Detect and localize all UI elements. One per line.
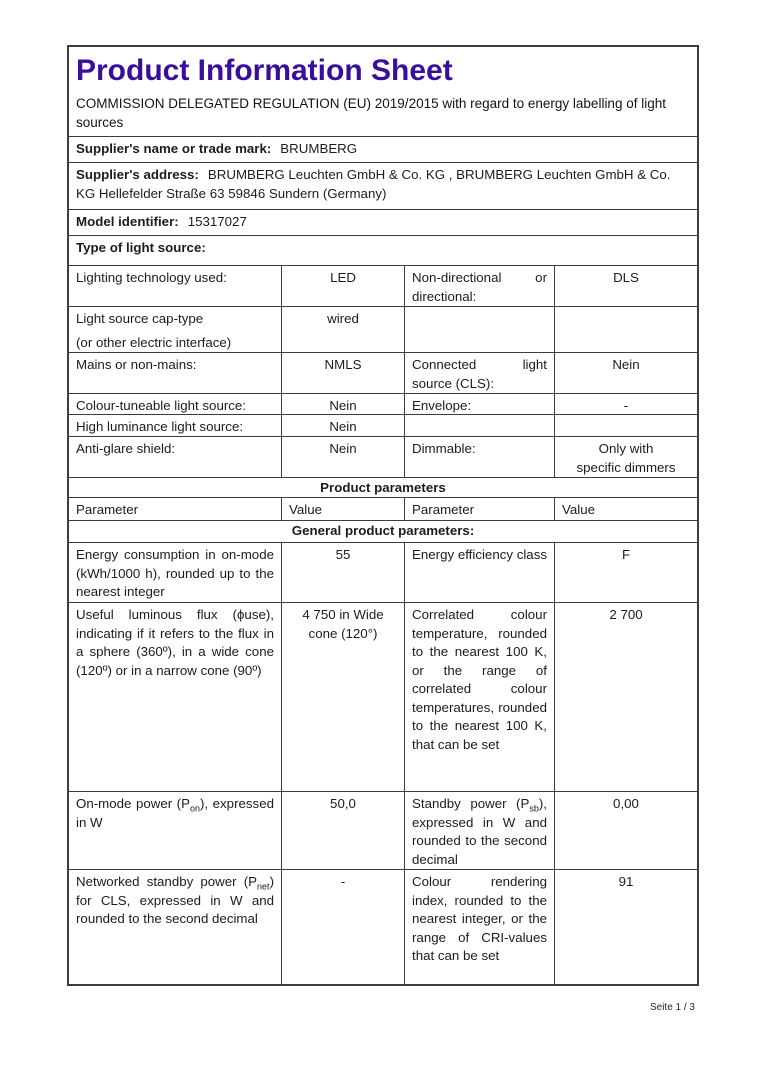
- empty-cell: [554, 415, 697, 436]
- column-header-parameter-1: Parameter: [76, 502, 139, 517]
- empty-cell: [404, 415, 554, 436]
- empty-cell: [554, 307, 697, 352]
- efficiency-class-value: F: [554, 543, 697, 602]
- supplier-address-value: BRUMBERG Leuchten GmbH & Co. KG , BRUMBERG Leuchten GmbH & Co. KG Hellefelder Straße 63 59846 Sundern (Germany): [76, 167, 671, 201]
- page-title: Product Information Sheet: [76, 54, 453, 87]
- column-header-value-2: Value: [554, 498, 697, 520]
- regulation-subtitle: COMMISSION DELEGATED REGULATION (EU) 2019/2015 with regard to energy labelling of light sources: [76, 96, 666, 130]
- cls-label: Connected light source (CLS):: [404, 353, 554, 393]
- dimmable-value: Only with specific dimmers: [554, 437, 697, 477]
- type-of-light-source-label: Type of light source:: [76, 240, 206, 255]
- colour-tuneable-value: Nein: [281, 394, 404, 414]
- type-of-light-source-row: [69, 235, 697, 265]
- lighting-technology-row: [69, 265, 697, 306]
- model-identifier-label: Model identifier:: [76, 214, 179, 229]
- envelope-label: Envelope:: [404, 394, 554, 414]
- colour-temperature-label: Correlated colour temperature, rounded to the nearest 100 K, or the range of correlated colour temperatures, rounded to the nearest 100 K, that can be set: [404, 603, 554, 791]
- anti-glare-label: Anti-glare shield:: [76, 441, 176, 456]
- product-parameters-header: Product parameters: [69, 477, 697, 497]
- cap-type-value: wired: [281, 307, 404, 352]
- high-luminance-value: Nein: [281, 415, 404, 436]
- luminous-flux-value: 4 750 in Wide cone (120°): [281, 603, 404, 791]
- cap-type-row: [69, 306, 697, 352]
- cap-type-label: Light source cap-type (or other electric interface): [76, 311, 232, 350]
- efficiency-class-label: Energy efficiency class: [404, 543, 554, 602]
- cls-value: Nein: [554, 353, 697, 393]
- energy-consumption-label: Energy consumption in on-mode (kWh/1000 h), rounded up to the nearest integer: [76, 547, 274, 599]
- supplier-name-label: Supplier's name or trade mark:: [76, 141, 272, 156]
- energy-consumption-value: 55: [281, 543, 404, 602]
- envelope-value: -: [554, 394, 697, 414]
- anti-glare-row: [69, 436, 697, 477]
- model-identifier-row: [69, 209, 697, 235]
- on-mode-power-value: 50,0: [281, 792, 404, 869]
- networked-standby-row: [69, 869, 697, 984]
- supplier-address-label: Supplier's address:: [76, 167, 199, 182]
- dimmable-label: Dimmable:: [404, 437, 554, 477]
- empty-cell: [404, 307, 554, 352]
- energy-consumption-row: [69, 542, 697, 602]
- networked-standby-label: Networked standby power $(P_{net})$ for CLS, expressed in W and rounded to the second decimal: [76, 874, 274, 926]
- mains-row: [69, 352, 697, 393]
- on-mode-power-row: [69, 791, 697, 869]
- directional-value: DLS: [554, 266, 697, 306]
- column-header-row: [69, 497, 697, 520]
- cri-label: Colour rendering index, rounded to the nearest integer, or the range of CRI-values that can be set: [404, 870, 554, 984]
- mains-value: NMLS: [281, 353, 404, 393]
- directional-label: Non-directional or directional:: [404, 266, 554, 306]
- on-mode-power-label: On-mode power $(P_{on})$, expressed in W: [76, 796, 274, 830]
- high-luminance-label: High luminance light source:: [76, 419, 244, 434]
- model-identifier-value: 15317027: [187, 214, 247, 229]
- column-header-parameter-2: Parameter: [404, 498, 554, 520]
- lighting-technology-value: LED: [281, 266, 404, 306]
- lighting-technology-label: Lighting technology used:: [76, 270, 227, 285]
- cri-value: 91: [554, 870, 697, 984]
- column-header-value-1: Value: [281, 498, 404, 520]
- luminous-flux-row: [69, 602, 697, 791]
- standby-power-value: 0,00: [554, 792, 697, 869]
- colour-tuneable-row: [69, 393, 697, 414]
- standby-power-label: Standby power $(P_{sb})$, expressed in W and rounded to the second decimal: [404, 792, 554, 869]
- mains-label: Mains or non-mains:: [76, 357, 197, 372]
- supplier-name-row: [69, 136, 697, 162]
- page-number: Seite 1 / 3: [649, 1002, 695, 1013]
- colour-temperature-value: 2 700: [554, 603, 697, 791]
- supplier-name-value: BRUMBERG: [280, 141, 358, 156]
- colour-tuneable-label: Colour-tuneable light source:: [76, 398, 247, 413]
- networked-standby-value: -: [281, 870, 404, 984]
- luminous-flux-label: Useful luminous flux (ϕuse), indicating if it refers to the flux in a sphere (360º), in a wide cone (120º) or in a narrow cone (90º): [76, 607, 274, 678]
- product-info-table: [67, 45, 699, 986]
- title-block: [69, 47, 697, 136]
- anti-glare-value: Nein: [281, 437, 404, 477]
- general-parameters-header: General product parameters:: [69, 520, 697, 542]
- supplier-address-row: [69, 162, 697, 209]
- high-luminance-row: [69, 414, 697, 436]
